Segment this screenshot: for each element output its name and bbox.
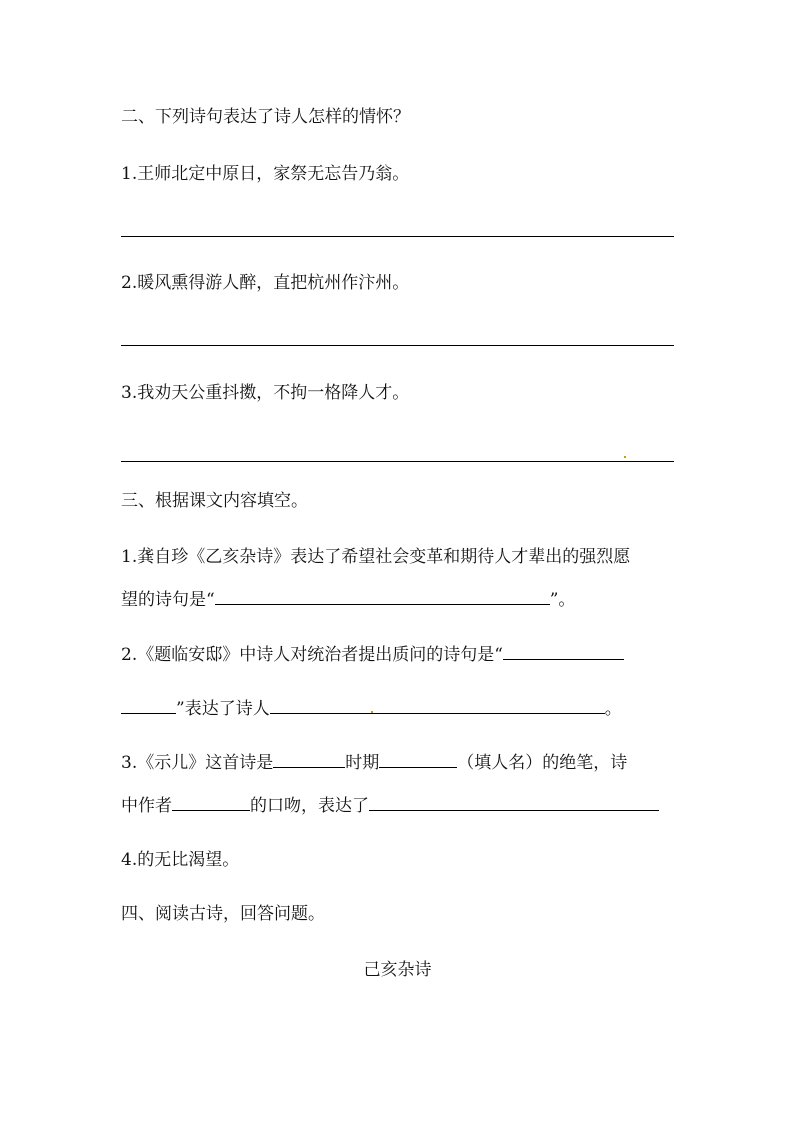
section-3-question-1-line-2 xyxy=(121,589,674,611)
stray-dot xyxy=(624,456,626,458)
stray-dot xyxy=(371,711,373,713)
q1-prefix: 望的诗句是“ xyxy=(121,590,215,610)
answer-line-1 xyxy=(121,236,674,237)
fill-blank-3d[interactable] xyxy=(369,795,659,811)
section-2-heading: 二、下列诗句表达了诗人怎样的情怀？ xyxy=(121,107,410,127)
fill-blank-3a[interactable] xyxy=(273,752,345,768)
section-3-question-1-line-1: 1.龚自珍《乙亥杂诗》表达了希望社会变革和期待人才辈出的强烈愿 xyxy=(121,547,631,567)
fill-blank-2b[interactable] xyxy=(121,698,176,714)
answer-line-2 xyxy=(121,345,674,346)
section-2-question-2: 2.暖风熏得游人醉，直把杭州作汴州。 xyxy=(121,273,410,293)
q3-text-3: （填人名）的绝笔，诗 xyxy=(457,753,628,773)
section-3-question-3-line-2 xyxy=(121,795,674,817)
section-3-heading: 三、根据课文内容填空。 xyxy=(121,491,308,511)
section-3-question-2-line-1 xyxy=(121,644,674,666)
fill-blank-3c[interactable] xyxy=(172,795,250,811)
q1-suffix: ”。 xyxy=(549,590,576,610)
fill-blank-2a[interactable] xyxy=(503,644,624,660)
section-3-question-2-line-2 xyxy=(121,698,674,720)
section-4-heading: 四、阅读古诗，回答问题。 xyxy=(121,904,325,924)
q3-text-1: 3.《示儿》这首诗是 xyxy=(121,753,274,773)
fill-blank-1[interactable] xyxy=(215,589,550,605)
q3-text-5: 的口吻，表达了 xyxy=(250,796,369,816)
q3-text-2: 时期 xyxy=(345,753,380,773)
fill-blank-3b[interactable] xyxy=(379,752,457,768)
fill-blank-2c[interactable] xyxy=(270,698,605,714)
section-2-question-3: 3.我劝天公重抖擞，不拘一格降人才。 xyxy=(121,383,410,403)
answer-line-3 xyxy=(121,461,674,462)
q2-suffix: 。 xyxy=(604,699,622,719)
poem-title: 己亥杂诗 xyxy=(363,960,432,980)
q2-prefix: 2.《题临安邸》中诗人对统治者提出质问的诗句是“ xyxy=(121,645,503,665)
q3-text-4: 中作者 xyxy=(121,796,172,816)
q2-middle: ”表达了诗人 xyxy=(176,699,270,719)
section-3-question-4: 4.的无比渴望。 xyxy=(121,850,240,870)
section-3-question-3-line-1 xyxy=(121,752,674,774)
section-2-question-1: 1.王师北定中原日，家祭无忘告乃翁。 xyxy=(121,164,410,184)
